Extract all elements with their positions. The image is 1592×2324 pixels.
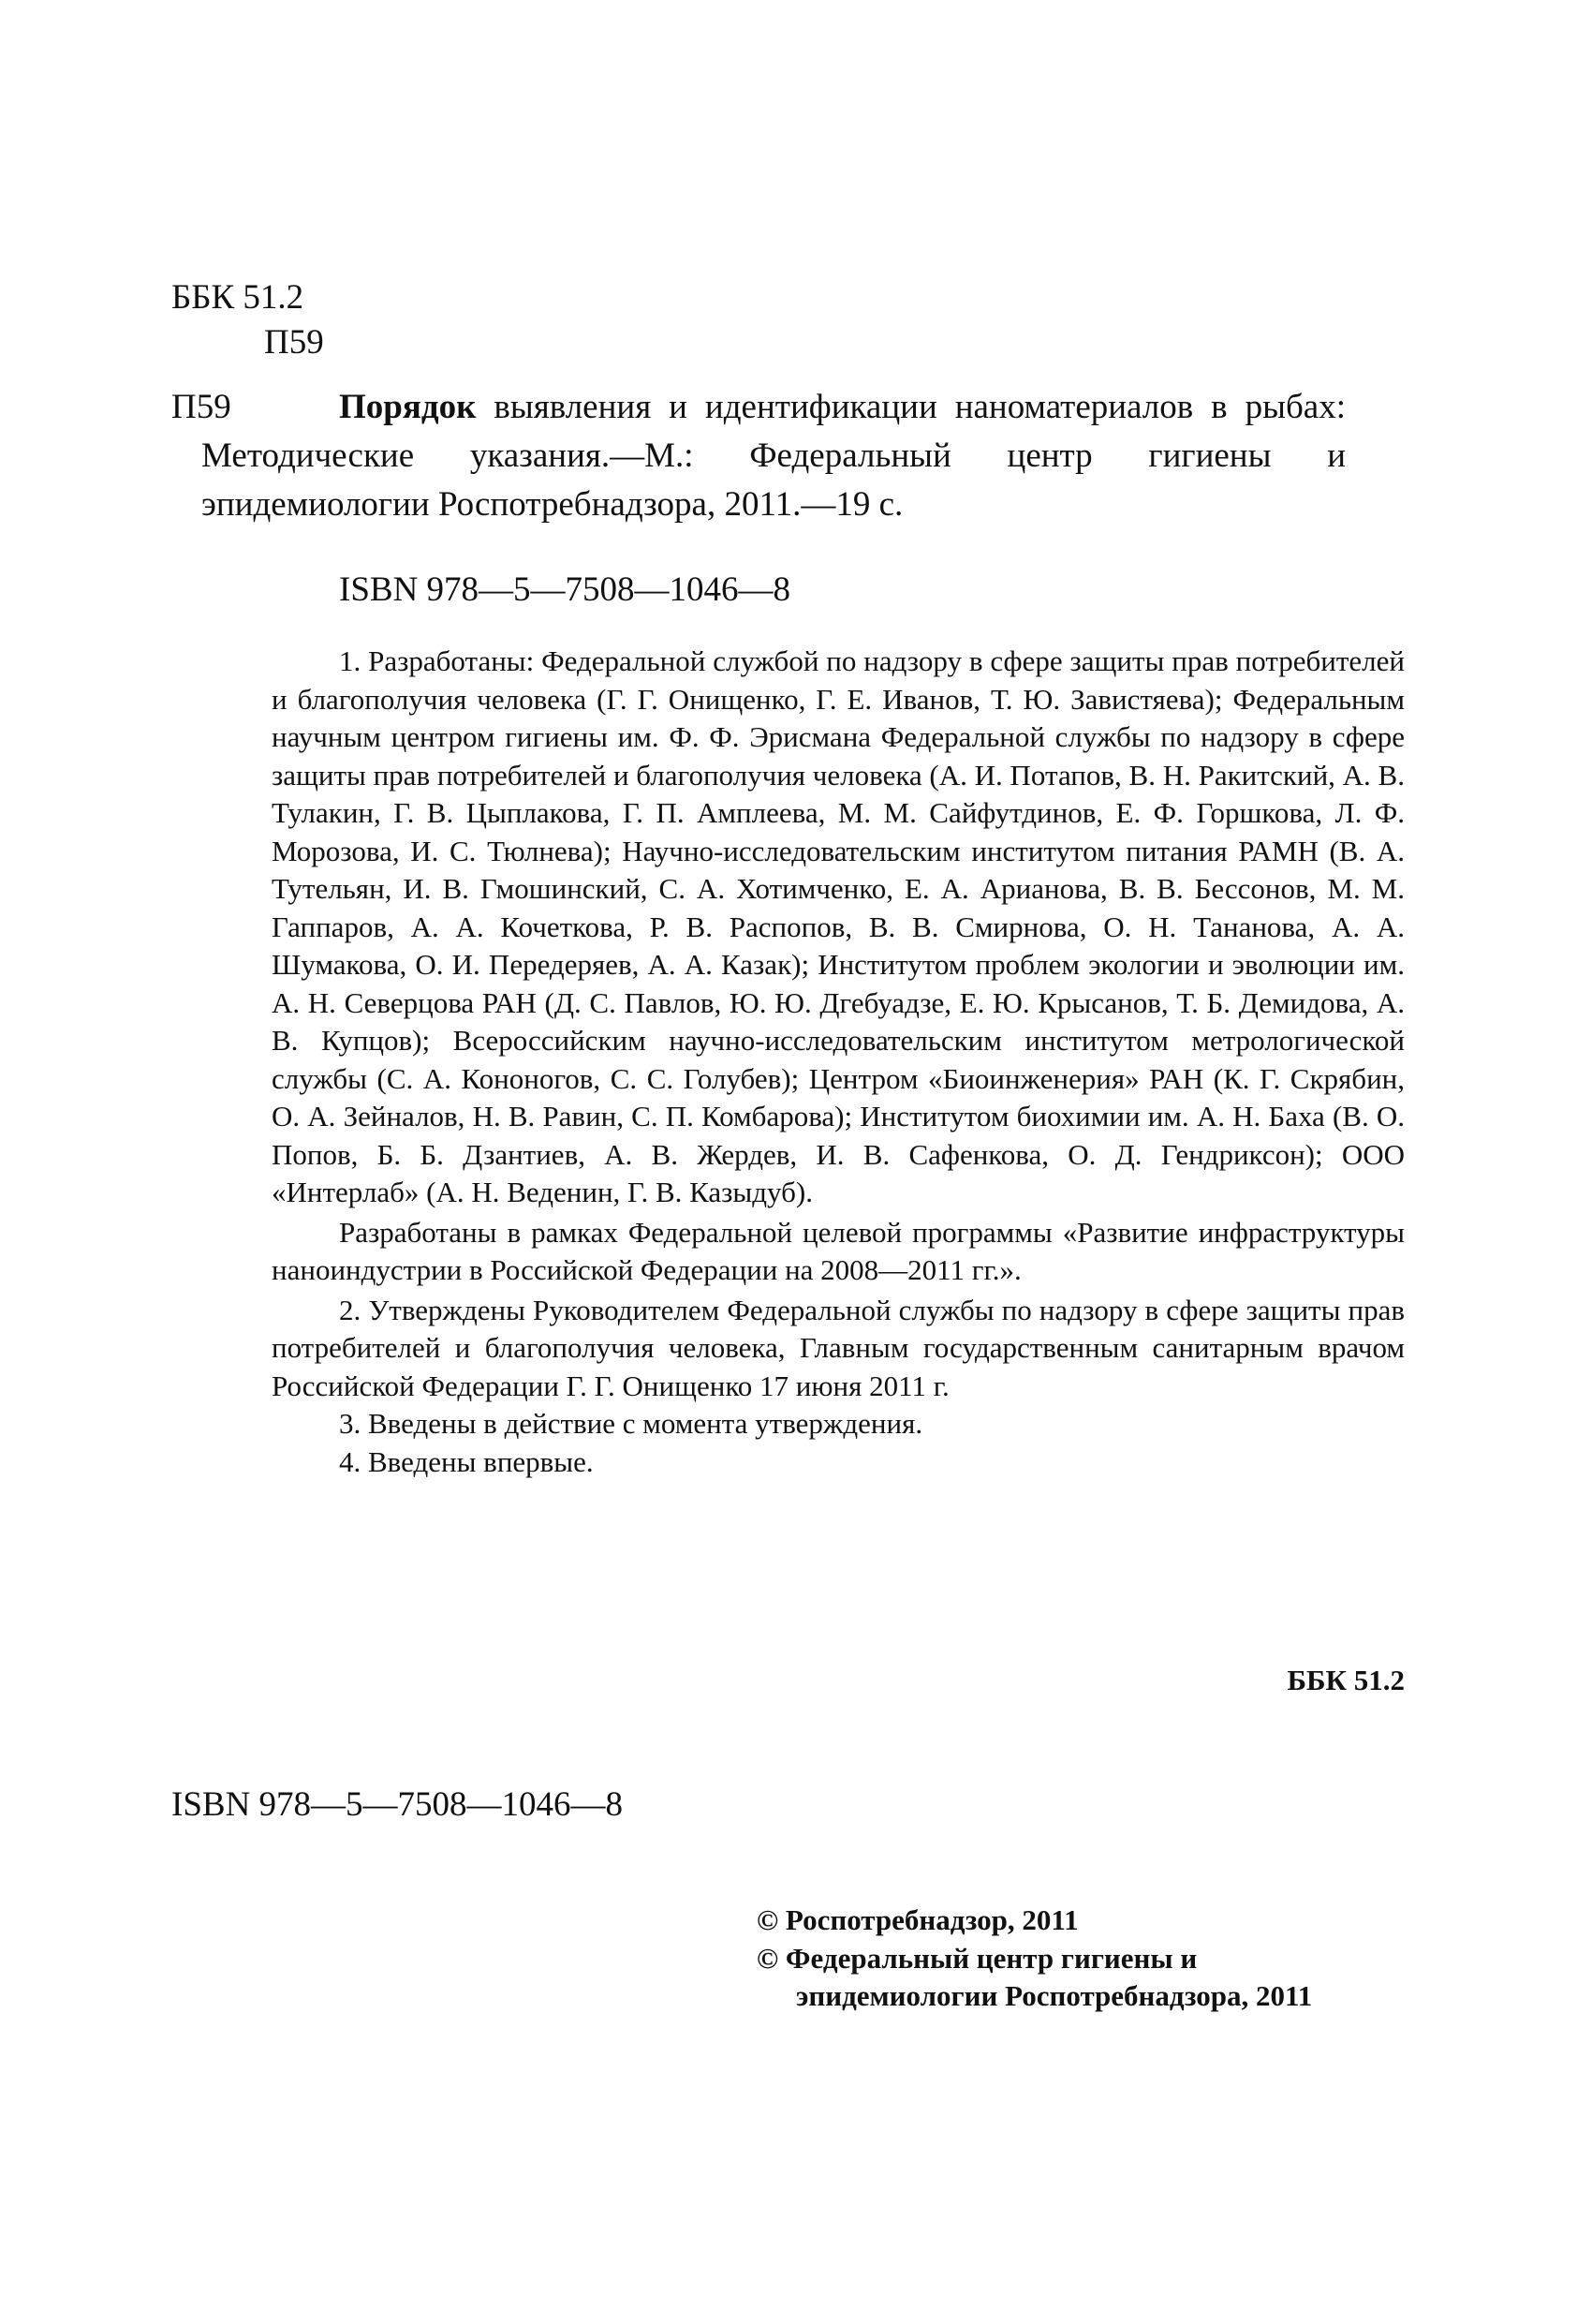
paragraph-approved: 2. Утверждены Руководителем Федеральной службы по надзору в сфере защиты прав потребителей и благополучия человека, Главным государственным санитарным врачом Российской Федерации Г. Г. Онищенко 17 июня 2011 г. [272, 1293, 1405, 1402]
copyright-line-3: эпидемиологии Роспотребнадзора, 2011 [796, 1979, 1313, 2012]
author-code: П59 [264, 323, 324, 362]
copyright-line-2: © Федеральный центр гигиены и [757, 1941, 1198, 1975]
bibliographic-entry [201, 383, 1346, 529]
entry-code: П59 [171, 388, 231, 426]
paragraph-effective: 3. Введены в действие с момента утверждения. [339, 1407, 923, 1440]
isbn-mid: ISBN 978—5—7508—1046—8 [339, 570, 791, 609]
copyright-line-1: © Роспотребнадзор, 2011 [757, 1903, 1079, 1936]
bbk-bottom: ББК 51.2 [1287, 1664, 1405, 1696]
entry-title: Порядок [339, 388, 477, 426]
paragraph-program: Разработаны в рамках Федеральной целевой программы «Развитие инфраструктуры наноиндустрии в Российской Федерации на 2008—2011 гг.». [272, 1215, 1405, 1286]
isbn-bottom: ISBN 978—5—7508—1046—8 [171, 1785, 624, 1824]
paragraph-developers: 1. Разработаны: Федеральной службой по надзору в сфере защиты прав потребителей и благополучия человека (Г. Г. Онищенко, Г. Е. Иванов, Т. Ю. Завистяева); Федеральным научным центром гигиены им. Ф. Ф. Эрисмана Федеральной службы по надзору в сфере защиты прав потребителей и благополучия человека (А. И. Потапов, В. Н. Ракитский, А. В. Тулакин, Г. В. Цыплакова, Г. П. Амплеева, М. М. Сайфутдинов, Е. Ф. Горшкова, Л. Ф. Морозова, И. С. Тюлнева); Научно-исследовательским институтом питания РАМН (В. А. Тутельян, И. В. Гмошинский, С. А. Хотимченко, Е. А. Арианова, В. В. Бессонов, М. М. Гаппаров, А. А. Кочеткова, Р. В. Распопов, В. В. Смирнова, О. Н. Тананова, А. А. Шумакова, О. И. Передеряев, А. А. Казак); Институтом проблем экологии и эволюции им. А. Н. Северцова РАН (Д. С. Павлов, Ю. Ю. Дгебуадзе, Е. Ю. Крысанов, Т. Б. Демидова, А. В. Купцов); Всероссийским научно-исследовательским институтом метрологической службы (С. А. Кононогов, С. С. Голубев); Центром «Биоинженерия» РАН (К. Г. Скрябин, О. А. Зейналов, Н. В. Равин, С. П. Комбарова); Институтом биохимии им. А. Н. Баха (В. О. Попов, Б. Б. Дзантиев, А. В. Жердев, И. В. Сафенкова, О. Д. Гендриксон); ООО «Интерлаб» (А. Н. Веденин, Г. В. Казыдуб). [272, 644, 1405, 1208]
entry-description: выявления и идентификации наноматериалов в рыбах: Методические указания.—М.: Федеральный центр гигиены и эпидемиологии Роспотребнадзора, 2011.—19 с. [201, 388, 1346, 524]
paragraph-first: 4. Введены впервые. [339, 1444, 594, 1478]
copyright-block [757, 1902, 1431, 2016]
bbk-index: ББК 51.2 [171, 278, 304, 317]
body-block [272, 643, 1405, 1481]
